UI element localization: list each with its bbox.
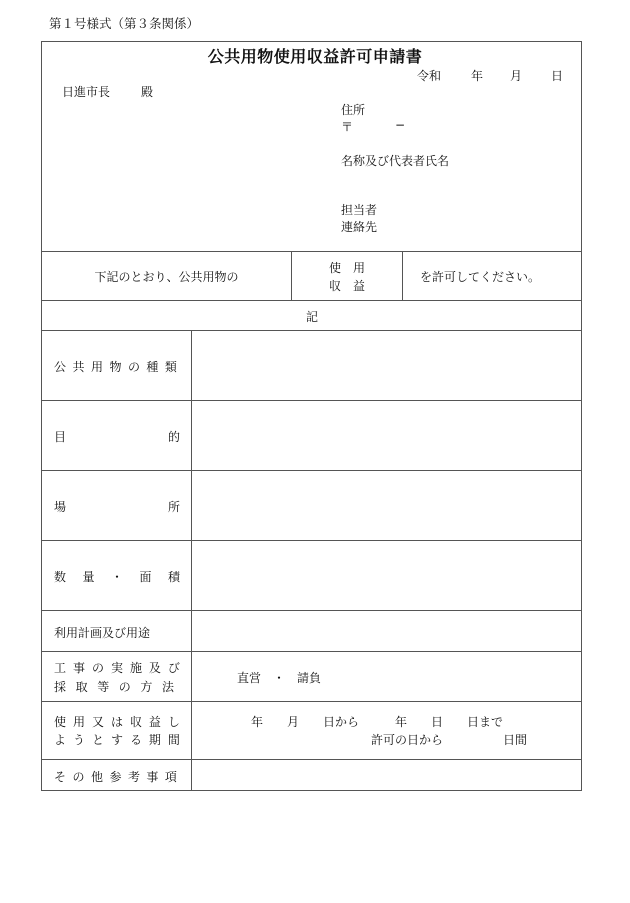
label-char: 事 <box>146 770 159 784</box>
label-char: 目 <box>54 430 67 444</box>
label-char: 益 <box>148 715 161 729</box>
label-char: 事 <box>72 661 85 675</box>
option-use: 使 用 <box>328 261 365 275</box>
label-quantity <box>54 568 180 585</box>
label-char: そ <box>54 770 67 784</box>
date-day: 日 <box>551 69 564 83</box>
label-char: よ <box>54 733 67 747</box>
label-char: 数 <box>54 570 67 584</box>
label-place <box>54 498 180 515</box>
contact-person-label: 担当者 <box>341 203 378 217</box>
divider <box>41 540 582 541</box>
label-char: 考 <box>127 770 140 784</box>
label-char: 用 <box>72 715 85 729</box>
label-char: の <box>72 770 85 784</box>
label-char: 間 <box>167 733 180 747</box>
label-char: 又 <box>91 715 104 729</box>
label-char: 面 <box>139 570 152 584</box>
label-plan: 利用計画及び用途 <box>54 626 151 640</box>
form-id: 第１号様式（第３条関係） <box>49 16 200 31</box>
label-char: 法 <box>161 680 174 694</box>
divider <box>41 330 582 331</box>
divider <box>41 651 582 652</box>
option-profit: 収 益 <box>328 279 365 293</box>
divider <box>41 701 582 702</box>
divider <box>41 759 582 760</box>
label-char: は <box>110 715 123 729</box>
label-char: 場 <box>54 500 67 514</box>
label-char: 等 <box>97 680 110 694</box>
ki-heading: 記 <box>305 310 318 324</box>
label-char: る <box>129 733 142 747</box>
label-char: 類 <box>164 360 177 374</box>
date-year: 年 <box>471 69 484 83</box>
label-char: 的 <box>167 430 180 444</box>
divider <box>41 251 582 252</box>
label-construction-2 <box>54 678 174 695</box>
name-label: 名称及び代表者氏名 <box>341 154 450 168</box>
label-char: 共 <box>72 360 85 374</box>
label-char: 種 <box>146 360 159 374</box>
label-char: ・ <box>110 570 123 584</box>
form-title: 公共用物使用収益許可申請書 <box>207 47 423 66</box>
date-era: 令和 <box>417 69 442 83</box>
addressee: 日進市長 <box>62 85 111 99</box>
label-char: 量 <box>82 570 95 584</box>
label-purpose <box>54 428 180 445</box>
label-char: 及 <box>148 661 161 675</box>
label-char: 取 <box>75 680 88 694</box>
label-char: 採 <box>54 680 67 694</box>
label-char: 施 <box>129 661 142 675</box>
request-suffix: を許可してください。 <box>420 270 541 284</box>
request-prefix: 下記のとおり、公共用物の <box>94 270 239 284</box>
label-period-2 <box>54 731 180 748</box>
divider <box>41 400 582 401</box>
label-char: し <box>167 715 180 729</box>
label-char: 所 <box>167 500 180 514</box>
construction-value: 直営 ・ 請負 <box>237 671 322 685</box>
divider <box>41 470 582 471</box>
label-char: う <box>72 733 85 747</box>
label-char: 他 <box>90 770 103 784</box>
label-char: の <box>127 360 140 374</box>
label-char: 公 <box>54 360 67 374</box>
honorific: 殿 <box>141 85 154 99</box>
label-char: 工 <box>54 661 67 675</box>
label-char: 参 <box>109 770 122 784</box>
label-char: 項 <box>164 770 177 784</box>
divider <box>41 300 582 301</box>
date-month: 月 <box>510 69 523 83</box>
label-char: び <box>167 661 180 675</box>
label-char: と <box>91 733 104 747</box>
address-label: 住所 <box>341 103 366 117</box>
label-char: 用 <box>90 360 103 374</box>
label-char: 実 <box>110 661 123 675</box>
divider <box>402 251 403 300</box>
postal-mark: 〒 <box>341 120 354 134</box>
label-char: 収 <box>129 715 142 729</box>
divider <box>191 330 192 791</box>
postal-dash: − <box>395 118 406 132</box>
label-char: 期 <box>148 733 161 747</box>
period-value-2: 許可の日から 日間 <box>371 733 528 747</box>
label-period-1 <box>54 713 180 730</box>
label-char: 積 <box>167 570 180 584</box>
label-char: の <box>91 661 104 675</box>
label-char: す <box>110 733 123 747</box>
label-char: の <box>118 680 131 694</box>
period-value-1: 年 月 日から 年 日 日まで <box>251 715 504 729</box>
label-char: 方 <box>140 680 153 694</box>
contact-label: 連絡先 <box>341 220 378 234</box>
divider <box>41 610 582 611</box>
label-other <box>54 768 177 785</box>
label-type <box>54 358 177 375</box>
label-char: 物 <box>109 360 122 374</box>
label-char: 使 <box>54 715 67 729</box>
label-construction-1 <box>54 659 180 676</box>
